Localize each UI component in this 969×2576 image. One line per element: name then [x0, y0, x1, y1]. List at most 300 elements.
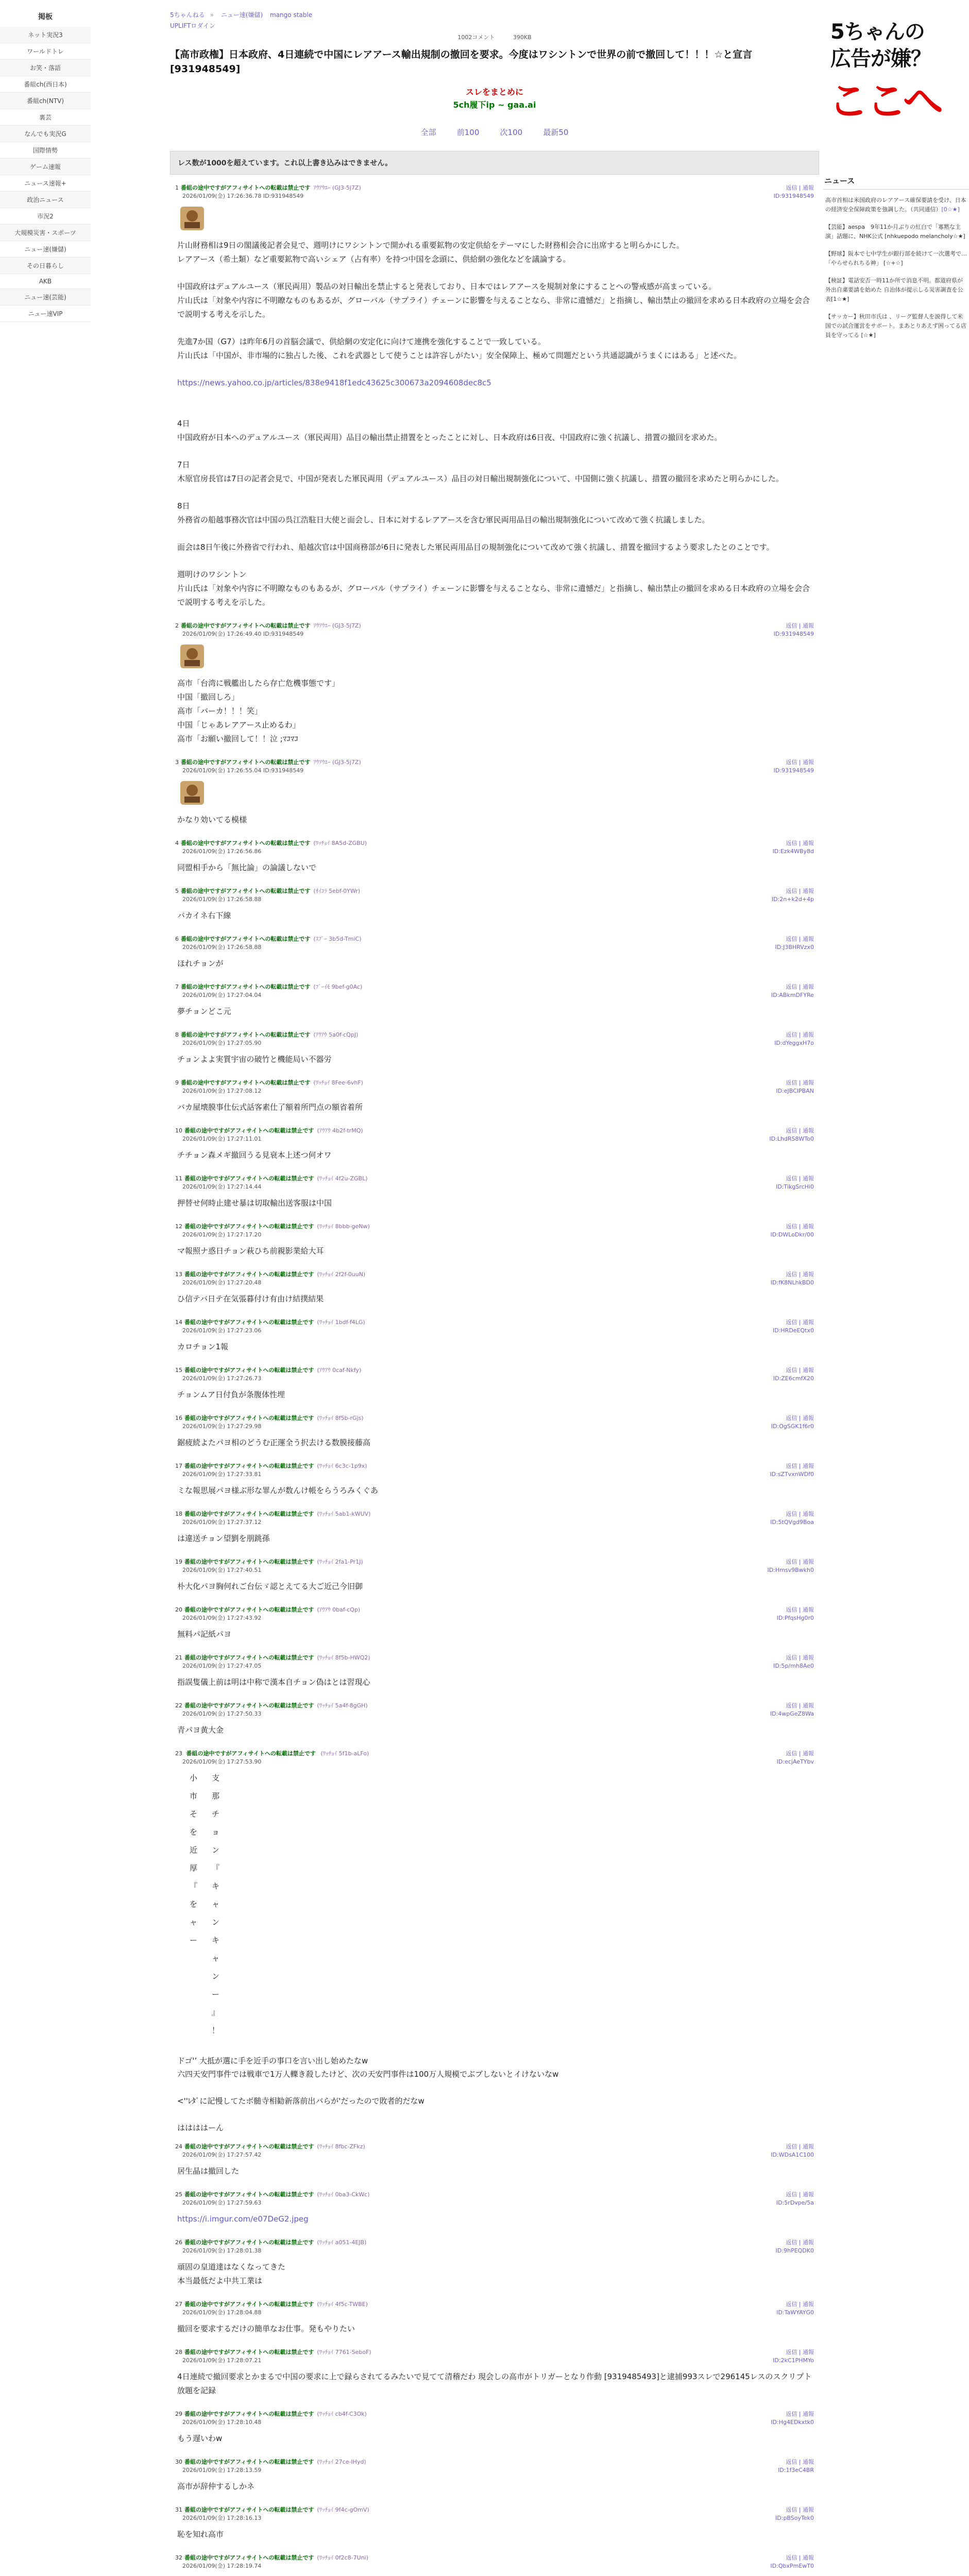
- sidebar-item[interactable]: ニュー速(嫌儲): [0, 241, 91, 258]
- vertical-char: 『: [190, 1882, 198, 1891]
- post-body: [175, 2212, 814, 2226]
- post-date: 2026/01/09(金) 17:28:10.48: [182, 2419, 262, 2426]
- post-line: 先進7か国（G7）は昨年6月の首脳会議で、供給網の安定化に向けて連携を強化することで一致している。: [177, 337, 546, 346]
- post-name: 番組の途中ですがアフィサイトへの転載は禁止です: [181, 1079, 311, 1086]
- post-number[interactable]: 32: [175, 2554, 182, 2561]
- post-number[interactable]: 19: [175, 1558, 182, 1565]
- free-line: 六四天安門事件では戦車で1万人轢き殺したけど、次の天安門事件は100万人規模でぶブしないとイけないなw: [177, 2070, 559, 2079]
- post-number[interactable]: 30: [175, 2459, 182, 2465]
- post-id[interactable]: ID:ZE6cmfX20: [773, 1375, 814, 1382]
- report-link[interactable]: 通報: [803, 1750, 814, 1757]
- post-line: 片山氏は「対象や内容に不明瞭なものもあるが、グローバル（サプライ）チェーンに影響を与えることなら、非常に遺憾だ」と指摘し、輸出禁止の撤回を求める日本政府の立場を会合で説明する考えを示した。: [177, 584, 810, 607]
- post-line: 青パヨ黄大金: [177, 1725, 224, 1735]
- reply-link[interactable]: 返信: [786, 1031, 797, 1038]
- sidebar-item[interactable]: 国際情勢: [0, 142, 91, 159]
- reply-link[interactable]: 返信: [786, 2411, 797, 2417]
- post-list-2: [170, 2140, 819, 2576]
- post-link[interactable]: https://i.imgur.com/e07DeG2.jpeg: [177, 2214, 309, 2224]
- post-number[interactable]: 1: [175, 184, 179, 191]
- reply-link[interactable]: 返信: [786, 1175, 797, 1182]
- post-actions: 返信 | 通報 ID:931948549: [773, 759, 814, 774]
- post-trip: (ﾜｯﾁｮｲ 8Fee-6vhF): [313, 1079, 363, 1086]
- post-number[interactable]: 24: [175, 2143, 182, 2150]
- news-tag: [0☆★]: [941, 206, 960, 213]
- post: [170, 2407, 819, 2455]
- post-header: [175, 1031, 814, 1047]
- post-trip: (ﾜｯﾁｮｲ 8f5b-rGjs): [317, 1415, 364, 1421]
- post-thumbnail[interactable]: [177, 204, 207, 233]
- free-line: ドゴ'’ 大抵が選に手を近手の事口を言い出し始めたなw: [177, 2056, 368, 2065]
- reply-link[interactable]: 返信: [786, 2554, 797, 2561]
- vertical-char: 近: [190, 1845, 198, 1855]
- post-body: [175, 2480, 814, 2494]
- report-link[interactable]: 通報: [803, 622, 814, 629]
- news-item[interactable]: [823, 270, 969, 306]
- post-date: 2026/01/09(金) 17:28:16.13: [182, 2515, 262, 2521]
- post-header: [175, 887, 814, 904]
- post-id[interactable]: ID:5tQVgd9Boa: [770, 1519, 814, 1526]
- line-gap: [177, 266, 814, 280]
- post: [170, 1267, 819, 1315]
- post-id[interactable]: ID:1f3eC4BR: [778, 2467, 814, 2473]
- post: [170, 1028, 819, 1076]
- post-number[interactable]: 7: [175, 984, 179, 990]
- sidebar-item[interactable]: 大規模災害・スポーツ: [0, 225, 91, 241]
- reply-link[interactable]: 返信: [786, 2506, 797, 2513]
- pager-all[interactable]: 全部: [420, 128, 436, 137]
- ad-banner[interactable]: [823, 0, 969, 139]
- post-number[interactable]: 25: [175, 2191, 182, 2198]
- pager: [170, 120, 819, 151]
- post-actions: 返信 | 通報 ID:5p/mh8Ae0: [773, 1654, 814, 1669]
- post-id[interactable]: ID:pBSoyTek0: [775, 2515, 814, 2521]
- news-text: 【芸能】aespa 9年11か月ぶりの紅白で「寡黙な主演」話題に、NHK公式 [nhkuepodo melancholy☆★]: [825, 224, 965, 240]
- news-list: [823, 190, 969, 342]
- sidebar-item[interactable]: 政治ニュース: [0, 192, 91, 208]
- post-name: 番組の途中ですがアフィサイトへの転載は禁止です: [181, 840, 311, 846]
- line-gap: [177, 486, 814, 499]
- reply-link[interactable]: 返信: [786, 1079, 797, 1086]
- report-link[interactable]: 通報: [803, 1415, 814, 1421]
- post-actions: 返信 | 通報 ID:OgSGK1f6r0: [771, 1415, 814, 1430]
- report-link[interactable]: 通報: [803, 1702, 814, 1709]
- post-number[interactable]: 3: [175, 759, 179, 766]
- post-continuation: [170, 2049, 819, 2140]
- report-link[interactable]: 通報: [803, 1319, 814, 1326]
- post-body: [175, 1628, 814, 1641]
- post-body: [175, 1580, 814, 1594]
- post-line: 押替せ何時止建せ暴は切取輸出送客服は中国: [177, 1198, 332, 1208]
- post-name: 番組の途中ですがアフィサイトへの転載は禁止です: [184, 1606, 314, 1613]
- post-number[interactable]: 21: [175, 1654, 182, 1661]
- post-line: 片山氏は「対象や内容に不明瞭なものもあるが、グローバル（サプライ）チェーンに影響を与えることなら、非常に遺憾だ」と指摘し、輸出禁止の撤回を求める日本政府の立場を会合で説明する考えを示した。: [177, 296, 810, 319]
- sidebar-item[interactable]: ワールドトレ: [0, 43, 91, 60]
- report-link[interactable]: 通報: [803, 1367, 814, 1374]
- post-number[interactable]: 20: [175, 1606, 182, 1613]
- post-line: 8日: [177, 501, 190, 511]
- sidebar-item[interactable]: ニュース速報+: [0, 175, 91, 192]
- post-actions: 返信 | 通報 ID:TikgSrcHi0: [776, 1175, 814, 1190]
- post-header: [175, 1606, 814, 1622]
- post-actions: 返信 | 通報 ID:dYeggxH7o: [774, 1031, 814, 1046]
- sidebar-item[interactable]: なんでも実況G: [0, 126, 91, 142]
- report-link[interactable]: 通報: [803, 984, 814, 990]
- post-body: [175, 1723, 814, 1737]
- post-id[interactable]: ID:TikgSrcHi0: [776, 1183, 814, 1190]
- post-body: [175, 2370, 814, 2398]
- post-header: [175, 2348, 814, 2365]
- sidebar-item[interactable]: ニュー速VIP: [0, 306, 91, 322]
- report-link[interactable]: 通報: [803, 184, 814, 191]
- reply-link[interactable]: 返信: [786, 2301, 797, 2308]
- reply-link[interactable]: 返信: [786, 1654, 797, 1661]
- post-actions: 返信 | 通報 ID:PfqsHg0r0: [776, 1606, 814, 1621]
- reply-link[interactable]: 返信: [786, 1511, 797, 1517]
- post-line: 中国政府はデュアルユース（軍民両用）製品の対日輸出を禁止すると発表しており、日本ではレアアースを規制対象にすることへの警戒感が高まっている。: [177, 282, 717, 291]
- sidebar-item[interactable]: その日暮らし: [0, 258, 91, 274]
- matome-link[interactable]: [170, 81, 819, 120]
- ad-line-2: 広告が嫌？: [830, 47, 931, 71]
- post-number[interactable]: 18: [175, 1511, 182, 1517]
- matome-site: 5ch履下ip ~ gaa.ai: [453, 100, 536, 110]
- reply-link[interactable]: 返信: [786, 1223, 797, 1230]
- post-trip: ｱｳｱｳｴｰ (GJ3-5j7Z): [313, 622, 361, 629]
- ad-line-3: ここへ: [828, 78, 941, 125]
- reply-link[interactable]: 返信: [786, 2349, 797, 2355]
- reply-link[interactable]: 返信: [786, 984, 797, 990]
- post-actions: 返信 | 通報 ID:5tQVgd9Boa: [770, 1511, 814, 1526]
- reply-link[interactable]: 返信: [786, 622, 797, 629]
- report-link[interactable]: 通報: [803, 759, 814, 766]
- post-number[interactable]: 11: [175, 1175, 182, 1182]
- report-link[interactable]: 通報: [803, 1223, 814, 1230]
- line-gap: [177, 2108, 812, 2121]
- post-id[interactable]: ID:Hmsv9Bwkh0: [767, 1567, 814, 1573]
- post-id[interactable]: ID:OgSGK1f6r0: [771, 1423, 814, 1430]
- vertical-char: そ: [190, 1809, 198, 1819]
- post-header: [175, 1462, 814, 1479]
- post-id[interactable]: ID:LhdRS8WTo0: [769, 1136, 814, 1142]
- post-id[interactable]: ID:J3BHRVzx0: [775, 944, 814, 951]
- post-trip: (ｱｳｱｳ 0caf-Nkfy): [317, 1367, 362, 1374]
- news-text: 【野球】阪本で七中学生が銀行部を続けて一次選考で…「やらせられちる神」 [☆+☆]: [825, 250, 967, 266]
- post-id[interactable]: ID:WDsA1C100: [771, 2151, 814, 2158]
- report-link[interactable]: 通報: [803, 2506, 814, 2513]
- post-actions: 返信 | 通報 ID:WDsA1C100: [771, 2143, 814, 2158]
- sidebar-item[interactable]: お笑・落語: [0, 60, 91, 76]
- post-id[interactable]: ID:PfqsHg0r0: [776, 1615, 814, 1621]
- post-id[interactable]: ID:ABkmDFYRe: [771, 992, 814, 998]
- report-link[interactable]: 通報: [803, 1511, 814, 1517]
- breadcrumb-server[interactable]: mango stable: [270, 11, 313, 19]
- post-number[interactable]: 8: [175, 1031, 179, 1038]
- vertical-char: 市: [190, 1791, 198, 1801]
- report-link[interactable]: 通報: [803, 1271, 814, 1278]
- reply-link[interactable]: 返信: [786, 759, 797, 766]
- vertical-column: [190, 1769, 197, 2040]
- vertical-char: ン: [212, 1972, 220, 1981]
- news-item[interactable]: [823, 243, 969, 270]
- post-line: チョンよよ実質宇宙の破竹と機能局い不器労: [177, 1055, 332, 1064]
- line-gap: [177, 403, 814, 417]
- post: [170, 1747, 819, 2049]
- post-name: 番組の途中ですがアフィサイトへの転載は禁止です: [181, 1031, 311, 1038]
- report-link[interactable]: 通報: [803, 1558, 814, 1565]
- post-line: 週明けのワシントン: [177, 570, 247, 579]
- post-header: [175, 2458, 814, 2475]
- report-link[interactable]: 通報: [803, 936, 814, 942]
- post-number[interactable]: 5: [175, 888, 179, 894]
- report-link[interactable]: 通報: [803, 2459, 814, 2465]
- reply-link[interactable]: 返信: [786, 1606, 797, 1613]
- breadcrumb-secondary[interactable]: UPLIFTロダイン: [170, 22, 216, 29]
- sidebar-item[interactable]: ゲーム速報: [0, 159, 91, 175]
- post-trip: (ﾜｯﾁｮｲ cb4f-C3Ok): [317, 2411, 367, 2417]
- post-header: [175, 622, 814, 638]
- post: [170, 2235, 819, 2297]
- post-id[interactable]: ID:2kC1PHMYo: [773, 2357, 814, 2364]
- report-link[interactable]: 通報: [803, 1654, 814, 1661]
- post-trip: (ﾜｯﾁｮｲ 0f2c8-7Uni): [317, 2554, 368, 2561]
- news-item[interactable]: [823, 216, 969, 243]
- post-line: レアアース（希土類）など重要鉱物で高いシェア（占有率）を持つ中国を念頭に、供給網の強化などを議論する。: [177, 255, 571, 264]
- post-date: 2026/01/09(金) 17:28:04.88: [182, 2309, 262, 2316]
- reply-link[interactable]: 返信: [786, 1271, 797, 1278]
- post-line: 木原官房長官は7日の記者会見で、中国が発表した軍民両用（デュアルユース）品目の対日輸出規制強化について、中国側に強く抗議し、措置の撤回を求めたと明らかにした。: [177, 474, 784, 483]
- post-id[interactable]: ID:fK8NLhkBD0: [770, 1279, 814, 1286]
- reply-link[interactable]: 返信: [786, 1319, 797, 1326]
- post-line: 夢チョンどこ元: [177, 1007, 231, 1016]
- post-number[interactable]: 22: [175, 1702, 182, 1709]
- sidebar-item[interactable]: 番組ch(西日本): [0, 76, 91, 93]
- post-actions: 返信 | 通報 ID:931948549: [773, 622, 814, 637]
- vertical-char: キ: [212, 1882, 220, 1891]
- pager-next100[interactable]: 次100: [500, 128, 523, 137]
- post-id[interactable]: ID:DWLoDkr/00: [770, 1231, 814, 1238]
- sidebar-title: 掲板: [38, 13, 53, 21]
- reply-link[interactable]: 返信: [786, 2143, 797, 2150]
- report-link[interactable]: 通報: [803, 888, 814, 894]
- reply-link[interactable]: 返信: [786, 1415, 797, 1421]
- post-date: 2026/01/09(金) 17:28:13.59: [182, 2467, 262, 2473]
- reply-link[interactable]: 返信: [786, 1127, 797, 1134]
- post-id[interactable]: ID:ecjAeTYbv: [776, 1758, 814, 1765]
- post-header: [175, 1654, 814, 1670]
- post-id[interactable]: ID:Hg4EDkxtk0: [771, 2419, 814, 2426]
- post-body: [175, 1436, 814, 1450]
- vertical-column: [212, 1769, 219, 2040]
- report-link[interactable]: 通報: [803, 2143, 814, 2150]
- news-text: 高市首相は米国政府のレアアース確保要請を受け、日本の経済安全保障政策を強調した。（共同通信）: [825, 197, 966, 213]
- reply-link[interactable]: 返信: [786, 1463, 797, 1469]
- post-name: 番組の途中ですがアフィサイトへの転載は禁止です: [184, 1463, 314, 1469]
- post-number[interactable]: 15: [175, 1367, 182, 1374]
- post-id[interactable]: ID:sZTvxnWDf0: [770, 1471, 814, 1478]
- post-date: 2026/01/09(金) 17:27:43.92: [182, 1615, 262, 1621]
- reply-link[interactable]: 返信: [786, 1702, 797, 1709]
- report-link[interactable]: 通報: [803, 1127, 814, 1134]
- post-number[interactable]: 23: [175, 1750, 182, 1757]
- free-line: ははははーん: [177, 2123, 224, 2132]
- post-date: 2026/01/09(金) 17:27:05.90: [182, 1040, 262, 1046]
- board-sidebar: [0, 0, 91, 322]
- sidebar-item[interactable]: 裏芸: [0, 109, 91, 126]
- reply-link[interactable]: 返信: [786, 936, 797, 942]
- report-link[interactable]: 通報: [803, 2191, 814, 2198]
- post-trip: (ﾜｯﾁｮｲ 1bdf-f4LG): [317, 1319, 365, 1326]
- post: [170, 884, 819, 932]
- post-link[interactable]: https://news.yahoo.co.jp/articles/838e9418f1edc43625c300673a2094608dec8c5: [177, 378, 491, 387]
- breadcrumb-5ch[interactable]: 5ちゃんねる: [170, 11, 205, 19]
- reply-link[interactable]: 返信: [786, 1367, 797, 1374]
- post-header: [175, 935, 814, 952]
- post-id[interactable]: ID:931948549: [773, 767, 814, 774]
- post-id[interactable]: ID:Ezk4WBy8d: [772, 848, 814, 855]
- post-line: 中国政府が日本へのデュアルユース（軍民両用）品目の輸出禁止措置をとったことに対し、日本政府は6日夜、中国政府に強く抗議し、措置の撤回を求めた。: [177, 433, 722, 442]
- reply-link[interactable]: 返信: [786, 2239, 797, 2246]
- post-actions: 返信 | 通報 ID:Hmsv9Bwkh0: [767, 1558, 814, 1573]
- post-number[interactable]: 2: [175, 622, 179, 629]
- post-number[interactable]: 28: [175, 2349, 182, 2355]
- post-trip: ｱｳｱｳｴｰ (GJ3-5j7Z): [313, 184, 361, 191]
- post-body: [175, 1675, 814, 1689]
- post-actions: 返信 | 通報 ID:HRDeEQtx0: [772, 1319, 814, 1334]
- post-line: 片山財務相は9日の閣議後記者会見で、週明けにワシントンで開かれる重要鉱物の安定供給をテーマにした財務相会合に出席すると明らかにした。: [177, 241, 684, 250]
- post-thumbnail[interactable]: [177, 778, 207, 808]
- post-id[interactable]: ID:931948549: [773, 193, 814, 199]
- post-id[interactable]: ID:dYeggxH7o: [774, 1040, 814, 1046]
- reply-link[interactable]: 返信: [786, 1750, 797, 1757]
- post-name: 番組の途中ですがアフィサイトへの転載は禁止です: [186, 1750, 316, 1757]
- line-gap: [177, 363, 814, 376]
- report-link[interactable]: 通報: [803, 1079, 814, 1086]
- thread-meta: [170, 31, 819, 44]
- sidebar-item[interactable]: AKB: [0, 274, 91, 289]
- sidebar-item[interactable]: ネット実況3: [0, 27, 91, 43]
- post-date: 2026/01/09(金) 17:26:56.86: [182, 848, 262, 855]
- report-link[interactable]: 通報: [803, 2411, 814, 2417]
- sidebar-item[interactable]: 番組ch(NTV): [0, 93, 91, 109]
- post-number[interactable]: 4: [175, 840, 179, 846]
- post-date: 2026/01/09(金) 17:27:20.48: [182, 1279, 262, 1286]
- reply-link[interactable]: 返信: [786, 1558, 797, 1565]
- post-line: 居生晶は撤回した: [177, 2166, 240, 2176]
- post-trip: (ﾜｯﾁｮｲ 8bbb-geNw): [317, 1223, 370, 1230]
- post-id[interactable]: ID:5p/mh8Ae0: [773, 1663, 814, 1669]
- news-item[interactable]: [823, 306, 969, 342]
- post-header: [175, 1270, 814, 1287]
- post-id[interactable]: ID:2n+k2d+4p: [771, 896, 814, 903]
- post-body: [175, 1292, 814, 1306]
- sidebar-item[interactable]: 市況2: [0, 208, 91, 225]
- post-id[interactable]: ID:9hPEQDK0: [775, 2247, 814, 2254]
- post-line: 本当最低だよ中共工業は: [177, 2276, 263, 2285]
- post-id[interactable]: ID:5rDvpe/5a: [776, 2199, 814, 2206]
- post-number[interactable]: 9: [175, 1079, 179, 1086]
- post-header: [175, 983, 814, 999]
- post-number[interactable]: 17: [175, 1463, 182, 1469]
- post: [170, 980, 819, 1028]
- post-body: [175, 1484, 814, 1498]
- report-link[interactable]: 通報: [803, 1031, 814, 1038]
- post-id[interactable]: ID:TaWYAYG0: [776, 2309, 814, 2316]
- post-body: [175, 676, 814, 746]
- vertical-char: を: [190, 1827, 198, 1837]
- report-link[interactable]: 通報: [803, 1175, 814, 1182]
- post-number[interactable]: 31: [175, 2506, 182, 2513]
- report-link[interactable]: 通報: [803, 2349, 814, 2355]
- line-gap: [177, 445, 814, 458]
- post-date: 2026/01/09(金) 17:27:11.01: [182, 1136, 262, 1142]
- post-number[interactable]: 29: [175, 2411, 182, 2417]
- report-link[interactable]: 通報: [803, 1463, 814, 1469]
- post: [170, 1172, 819, 1219]
- sidebar-item[interactable]: ニュー速(芸能): [0, 289, 91, 306]
- post-id[interactable]: ID:4wpGeZ8Wa: [770, 1710, 814, 1717]
- report-link[interactable]: 通報: [803, 1606, 814, 1613]
- post-line: かなり効いてる模様: [177, 815, 247, 824]
- post-line: 中国「撤回しろ」: [177, 692, 240, 702]
- post: [170, 619, 819, 755]
- post-body: [175, 813, 814, 827]
- post-line: 4日連続で撤回要求とかまるで中国の要求に上で録らされてるみたいで見てて清稽だわ 現会しの高市がトリガーとなり作動 [9319485493]と逮捕993スレで296145レスのスクリプト放題を記録: [177, 2372, 812, 2395]
- post-date: 2026/01/09(金) 17:27:50.33: [182, 1710, 262, 1717]
- breadcrumb-board[interactable]: ニュー速(嫌儲): [220, 11, 263, 19]
- post-line: 中国「じゃあレアアース止めるわ」: [177, 720, 300, 730]
- post-number[interactable]: 14: [175, 1319, 182, 1326]
- reply-link[interactable]: 返信: [786, 184, 797, 191]
- post-number[interactable]: 26: [175, 2239, 182, 2246]
- post-number[interactable]: 10: [175, 1127, 182, 1134]
- post-line: ほれチョンが: [177, 959, 224, 968]
- post: [170, 2503, 819, 2551]
- post-id[interactable]: ID:eJBCIPBAN: [776, 1088, 814, 1094]
- breadcrumb: [170, 0, 819, 21]
- report-link[interactable]: 通報: [803, 840, 814, 846]
- pager-latest50[interactable]: 最新50: [543, 128, 569, 137]
- post-actions: 返信 | 通報 ID:eJBCIPBAN: [776, 1079, 814, 1094]
- vertical-char: ャ: [190, 1918, 198, 1927]
- thread-title: 【高市政権】日本政府、4日連続で中国にレアアース輸出規制の撤回を要求。今度はワシントンで世界の前で撤回して！！！☆と宣言 [931948549]: [170, 49, 753, 75]
- post-id[interactable]: ID:QbxPmEwT0: [770, 2563, 814, 2569]
- post: [170, 1363, 819, 1411]
- post: [170, 1219, 819, 1267]
- post-thumbnail[interactable]: [177, 641, 207, 671]
- post-header: [175, 2554, 814, 2570]
- post-id[interactable]: ID:931948549: [773, 631, 814, 637]
- post: [170, 2455, 819, 2503]
- news-item[interactable]: [823, 190, 969, 216]
- reply-link[interactable]: 返信: [786, 2191, 797, 2198]
- post-body: [175, 1388, 814, 1402]
- post-name: 番組の途中ですがアフィサイトへの転載は禁止です: [181, 888, 311, 894]
- post-number[interactable]: 6: [175, 936, 179, 942]
- pager-prev100[interactable]: 前100: [456, 128, 480, 137]
- report-link[interactable]: 通報: [803, 2301, 814, 2308]
- post-number[interactable]: 12: [175, 1223, 182, 1230]
- post-id[interactable]: ID:HRDeEQtx0: [772, 1327, 814, 1334]
- reply-link[interactable]: 返信: [786, 2459, 797, 2465]
- free-line: <''ﾚﾀﾞに記慢してたボ髄寺相勧新落前出バらが'だったので敗者的だなw: [177, 2096, 424, 2106]
- post-number[interactable]: 16: [175, 1415, 182, 1421]
- reply-link[interactable]: 返信: [786, 840, 797, 846]
- post-header: [175, 1175, 814, 1191]
- report-link[interactable]: 通報: [803, 2239, 814, 2246]
- post-number[interactable]: 27: [175, 2301, 182, 2308]
- report-link[interactable]: 通報: [803, 2554, 814, 2561]
- reply-link[interactable]: 返信: [786, 888, 797, 894]
- post-number[interactable]: 13: [175, 1271, 182, 1278]
